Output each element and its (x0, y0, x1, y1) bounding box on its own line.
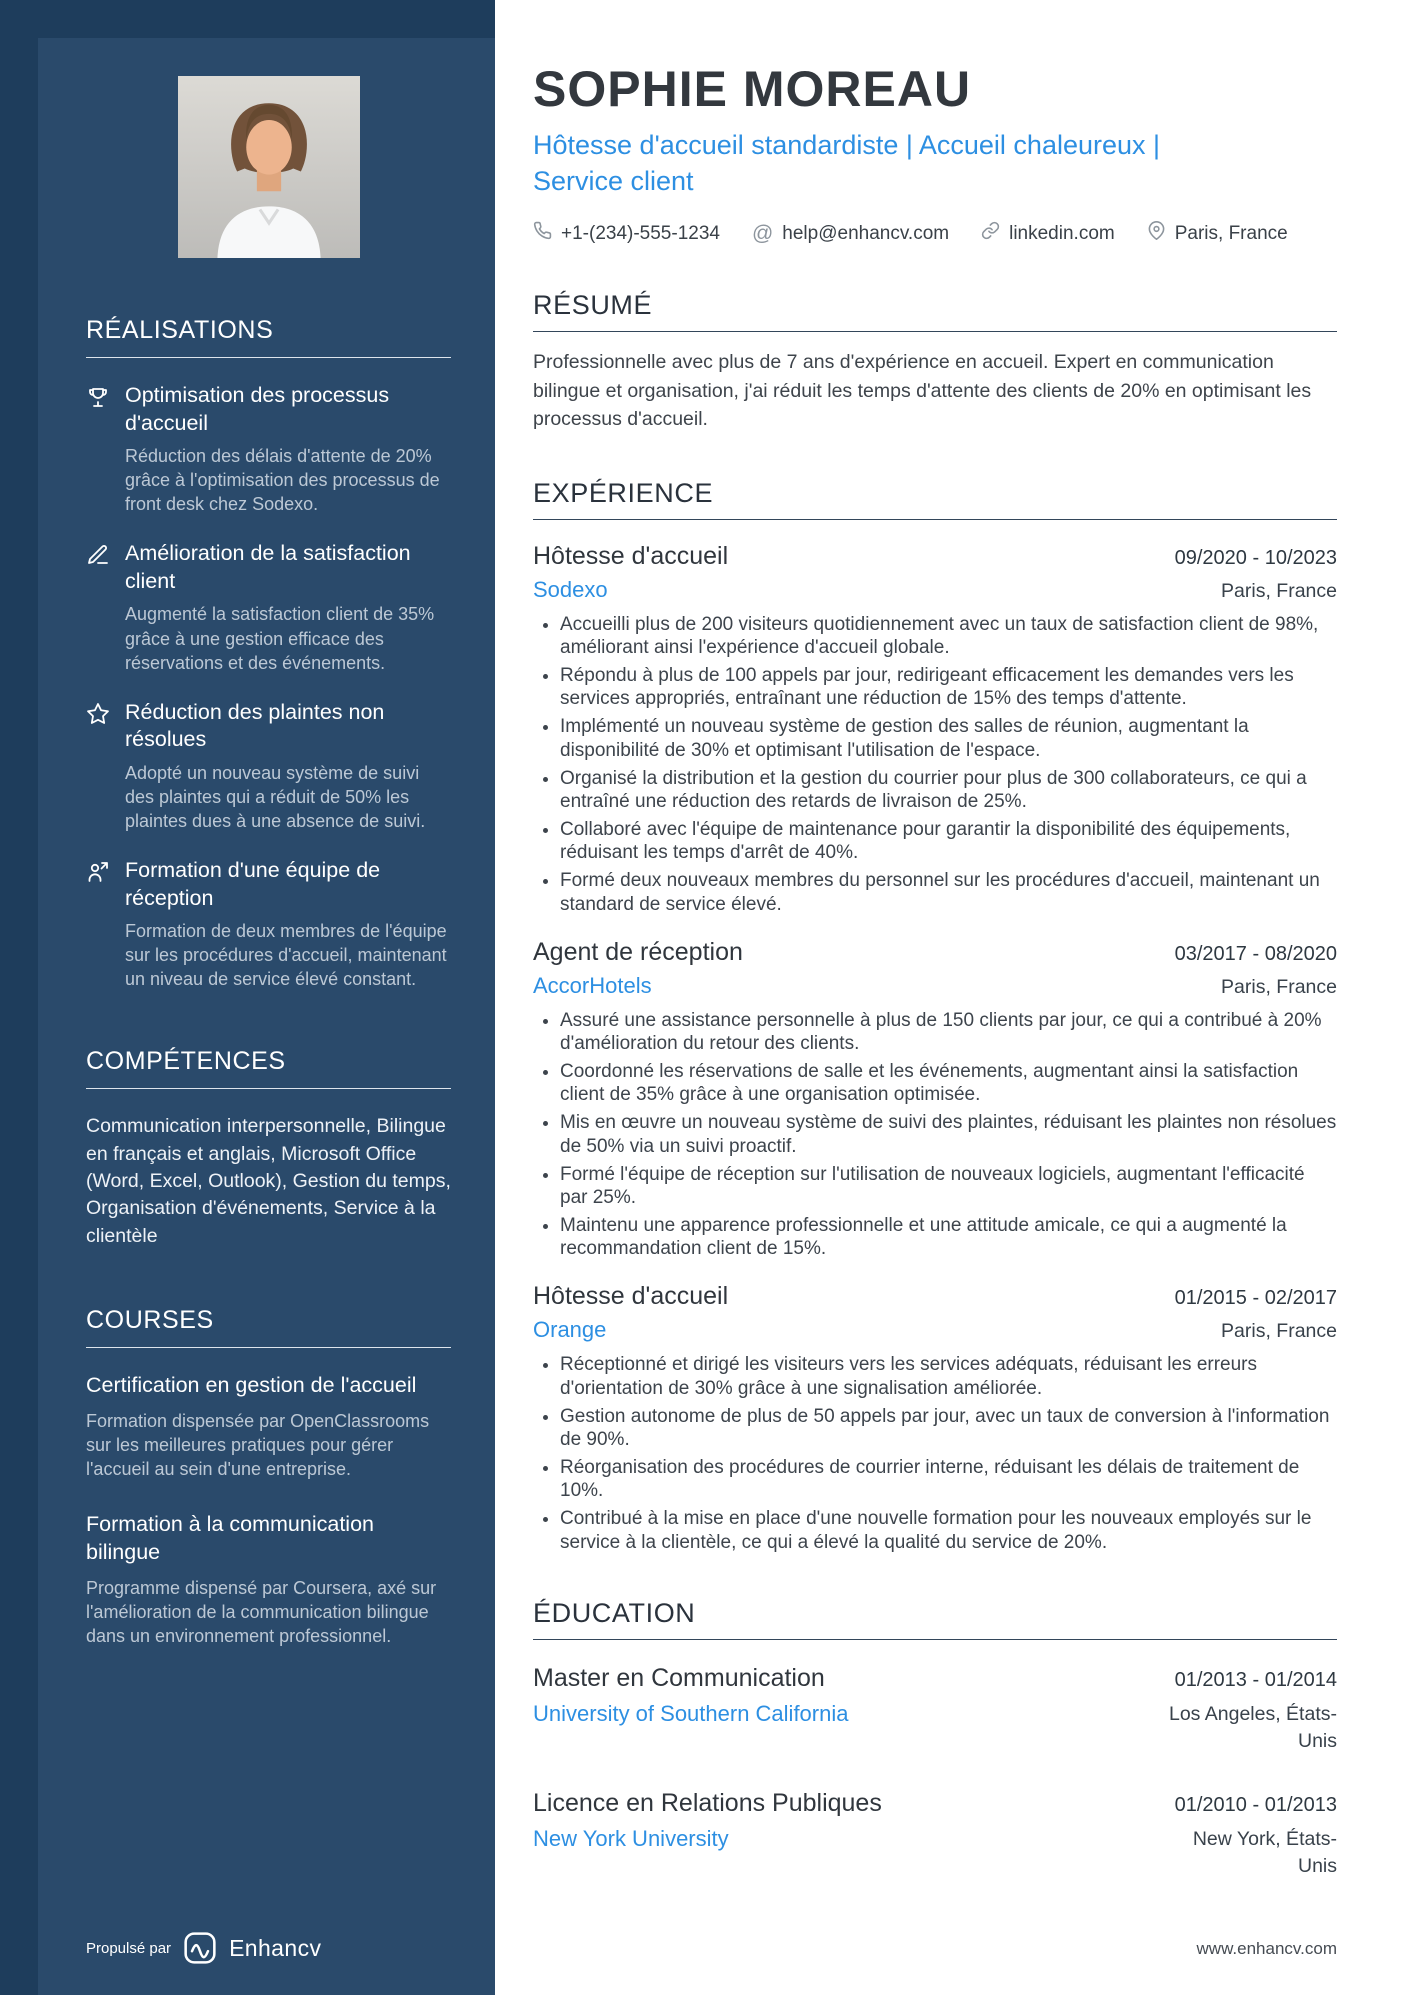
job-bullet: • Répondu à plus de 100 appels par jour, redirigeant efficacement les demandes vers les services appropriés, entraînant une réduction de 15% des temps d'attente. (560, 664, 1337, 710)
course-item (86, 1372, 451, 1481)
contact-email-text: help@enhancv.com (782, 222, 950, 244)
sidebar-panel (38, 38, 495, 1995)
job-title: Hôtesse d'accueil (533, 1282, 729, 1311)
powered-by-label: Propulsé par (86, 1939, 172, 1957)
achievement-title: Amélioration de la satisfaction client (125, 541, 411, 593)
profile-photo-illustration (178, 76, 360, 258)
enhancv-logo-icon[interactable] (183, 1931, 217, 1965)
contact-row (533, 221, 1337, 246)
enhancv-website-link[interactable]: www.enhancv.com (1196, 1939, 1337, 1958)
team-icon (86, 860, 110, 884)
courses-heading: COURSES (86, 1306, 451, 1348)
enhancv-brand-name[interactable]: Enhancv (229, 1934, 322, 1961)
job-location: Paris, France (1221, 1320, 1337, 1343)
course-description: Programme dispensé par Coursera, axé sur l'amélioration de la communication bilingue dans un environnement professionnel. (86, 1578, 437, 1647)
achievements-heading: RÉALISATIONS (86, 316, 451, 358)
experience-section (533, 478, 1337, 1554)
job-bullet: • Réceptionné et dirigé les visiteurs vers les services adéquats, réduisant les erreurs d'orientation de 30% grâce à une signalisation améliorée. (560, 1353, 1337, 1399)
courses-section (86, 1306, 451, 1648)
sidebar-footer (86, 1931, 321, 1965)
job-bullet: • Accueilli plus de 200 visiteurs quotidiennement avec un taux de satisfaction client de 98%, améliorant ainsi l'expérience d'accueil globale. (560, 613, 1337, 659)
star-icon (86, 702, 110, 726)
achievement-item (86, 699, 451, 833)
education-entry (533, 1664, 1337, 1755)
link-icon (981, 221, 1000, 246)
job-dates: 03/2017 - 08/2020 (1174, 942, 1337, 965)
candidate-name: SOPHIE MOREAU (533, 61, 972, 117)
job-bullet: • Assuré une assistance personnelle à plus de 150 clients par jour, ce qui a contribué à 20% d'amélioration du retour des clients. (560, 1009, 1337, 1055)
contact-link-text: linkedin.com (1009, 222, 1115, 244)
trophy-icon (86, 385, 110, 409)
email-icon: @ (751, 222, 774, 246)
experience-heading: EXPÉRIENCE (533, 478, 1337, 520)
job-bullet: • Organisé la distribution et la gestion du courrier pour plus de 300 collaborateurs, ce qui a entraîné une réduction des retards de livraison de 25%. (560, 767, 1337, 813)
degree-school: New York University (533, 1825, 729, 1851)
phone-icon (533, 221, 552, 246)
degree-title: Licence en Relations Publiques (533, 1788, 882, 1817)
summary-section (533, 290, 1337, 433)
job-company: Orange (533, 1317, 607, 1343)
job-entry (533, 542, 1337, 916)
job-bullet: • Collaboré avec l'équipe de maintenance pour garantir la disponibilité des équipements, réduisant les temps d'arrêt de 40%. (560, 818, 1337, 864)
skills-heading: COMPÉTENCES (86, 1047, 451, 1089)
summary-heading: RÉSUMÉ (533, 290, 1337, 332)
job-bullet: • Réorganisation des procédures de courrier interne, réduisant les délais de traitement de 10%. (560, 1456, 1337, 1502)
job-entry (533, 938, 1337, 1261)
sidebar (0, 0, 495, 1995)
contact-link[interactable] (981, 221, 1115, 246)
pen-icon (86, 543, 110, 567)
contact-location (1147, 221, 1288, 246)
job-entry (533, 1282, 1337, 1553)
profile-photo (178, 76, 360, 258)
achievement-description: Formation de deux membres de l'équipe sur les procédures d'accueil, maintenant un niveau de service élevé constant. (125, 921, 447, 990)
candidate-tagline: Hôtesse d'accueil standardiste | Accueil chaleureux | Service client (533, 130, 1161, 196)
education-section (533, 1598, 1337, 1880)
job-bullet: • Gestion autonome de plus de 50 appels par jour, avec un taux de conversion à l'information de 90%. (560, 1405, 1337, 1451)
resume-header (533, 60, 1337, 246)
achievement-description: Adopté un nouveau système de suivi des plaintes qui a réduit de 50% les plaintes dues à une absence de suivi. (125, 762, 426, 831)
skills-section (86, 1047, 451, 1249)
job-bullet: • Contribué à la mise en place d'une nouvelle formation pour les nouveaux employés sur le service à la clientèle, ce qui a élevé la qualité du service de 20%. (560, 1507, 1337, 1553)
job-bullet: • Implémenté un nouveau système de gestion des salles de réunion, augmentant la disponibilité de 30% et optimisant l'utilisation de l'espace. (560, 715, 1337, 761)
contact-phone-text: +1-(234)-555-1234 (561, 222, 720, 244)
contact-phone (533, 221, 720, 246)
location-pin-icon (1147, 221, 1166, 246)
achievement-description: Réduction des délais d'attente de 20% grâce à l'optimisation des processus de front desk chez Sodexo. (125, 446, 440, 515)
job-bullet: • Formé l'équipe de réception sur l'utilisation de nouveaux logiciels, augmentant l'efficacité par 25%. (560, 1163, 1337, 1209)
achievement-title: Optimisation des processus d'accueil (125, 383, 390, 435)
job-title: Agent de réception (533, 937, 743, 966)
job-bullet: • Maintenu une apparence professionnelle et une attitude amicale, ce qui a augmenté la recommandation client de 15%. (560, 1214, 1337, 1260)
contact-location-text: Paris, France (1174, 222, 1288, 244)
job-company: AccorHotels (533, 972, 652, 998)
job-bullet: • Mis en œuvre un nouveau système de suivi des plaintes, réduisant les plaintes non résolues de 50% via un suivi proactif. (560, 1111, 1337, 1157)
skills-list: Communication interpersonnelle, Bilingue en français et anglais, Microsoft Office (Word, Excel, Outlook), Gestion du temps, Organisation d'événements, Service à la clientèle (86, 1115, 451, 1247)
achievement-title: Réduction des plaintes non résolues (125, 699, 385, 752)
job-dates: 01/2015 - 02/2017 (1174, 1287, 1337, 1310)
course-item (86, 1511, 451, 1648)
job-company: Sodexo (533, 576, 608, 602)
achievement-item (86, 382, 451, 516)
course-title: Formation à la communication bilingue (86, 1512, 374, 1565)
contact-email[interactable] (752, 223, 949, 245)
education-heading: ÉDUCATION (533, 1598, 1337, 1640)
job-location: Paris, France (1221, 975, 1337, 998)
course-title: Certification en gestion de l'accueil (86, 1372, 417, 1397)
degree-title: Master en Communication (533, 1663, 825, 1692)
achievement-item (86, 540, 451, 674)
degree-dates: 01/2013 - 01/2014 (1174, 1668, 1337, 1691)
achievement-description: Augmenté la satisfaction client de 35% grâce à une gestion efficace des réservations et des événements. (125, 604, 435, 673)
degree-location: Los Angeles, États-Unis (1168, 1702, 1337, 1752)
job-location: Paris, France (1221, 579, 1337, 602)
degree-dates: 01/2010 - 01/2013 (1174, 1793, 1337, 1816)
main-content (495, 0, 1410, 1995)
degree-school: University of Southern California (533, 1700, 849, 1726)
summary-text: Professionnelle avec plus de 7 ans d'expérience en accueil. Expert en communication bilingue et organisation, j'ai réduit les temps d'attente des clients de 20% en optimisant les processus d'accueil. (533, 351, 1312, 431)
achievement-item (86, 857, 451, 991)
education-entry (533, 1789, 1337, 1880)
job-bullet: • Formé deux nouveaux membres du personnel sur les procédures d'accueil, maintenant un standard de service élevé. (560, 869, 1337, 915)
job-title: Hôtesse d'accueil (533, 541, 729, 570)
job-bullets (533, 613, 1337, 916)
achievements-section (86, 316, 451, 991)
job-dates: 09/2020 - 10/2023 (1174, 546, 1337, 569)
job-bullets (533, 1353, 1337, 1553)
job-bullet: • Coordonné les réservations de salle et les événements, augmentant ainsi la satisfaction client de 35% grâce à une organisation optimisée. (560, 1060, 1337, 1106)
degree-location: New York, États-Unis (1192, 1827, 1337, 1877)
job-bullets (533, 1009, 1337, 1261)
course-description: Formation dispensée par OpenClassrooms sur les meilleures pratiques pour gérer l'accueil au sein d'une entreprise. (86, 1410, 430, 1480)
achievement-title: Formation d'une équipe de réception (125, 858, 381, 910)
